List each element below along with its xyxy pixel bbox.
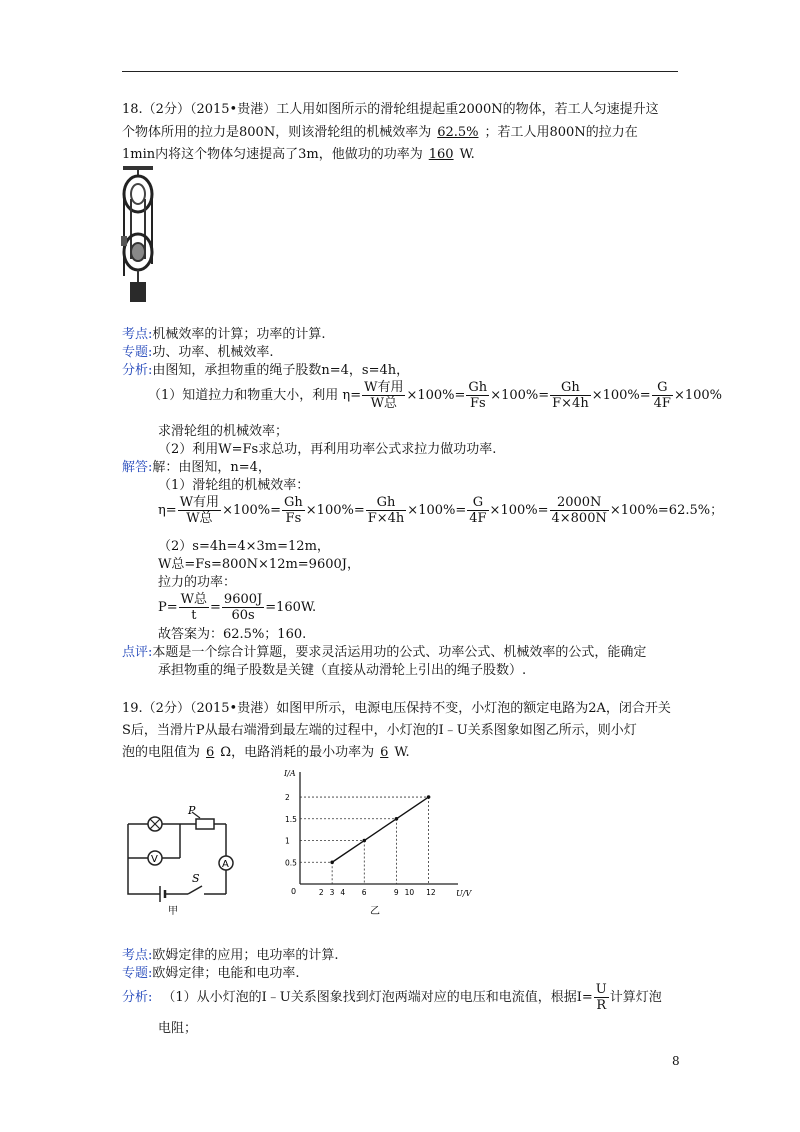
- q18-jieda8: 故答案为：62.5%；160.: [158, 627, 307, 642]
- data-point: [427, 795, 431, 799]
- q18-power-formula: P= $\frac{\text{W总}}{t}$ = $\frac{9600J}{60s}$ =160W.: [158, 592, 317, 623]
- x-tick-label: 4: [340, 888, 346, 897]
- q18-answer2: 160: [428, 147, 454, 162]
- q18-fenxi: 分析:由图知，承担物重的绳子股数n=4，s=4h，: [122, 363, 410, 378]
- q18-jieda6: 拉力的功率：: [158, 575, 237, 590]
- q18-efficiency-formula: η= $\frac{\text{W有用}}{\text{W总}}$ ×100%= $\frac{Gh}{Fs}$ ×100%= $\frac{Gh}{F\times 4h}$ ×100%= $\frac{G}{4F}$ ×100%= $\frac{2000N}{4\times 800N}$ ×100%=62.5%；: [158, 495, 724, 526]
- x-tick-label: 9: [393, 888, 399, 897]
- data-point: [395, 817, 399, 821]
- q18-answer1: 62.5%: [437, 125, 479, 140]
- q19-line2: S后，当滑片P从最右端滑到最左端的过程中，小灯泡的I﹣U关系图象如图乙所示，则小灯: [122, 723, 637, 738]
- q18-kaodian: 考点:机械效率的计算；功率的计算.: [122, 327, 326, 342]
- x-tick-label: 6: [361, 888, 367, 897]
- x-axis-label: U/V: [456, 889, 472, 898]
- q18-fenxi4: （2）利用W=Fs求总功，再利用功率公式求拉力做功功率.: [158, 442, 497, 457]
- q19-answer2: 6: [380, 745, 389, 760]
- q19-line1: 19.（2分）（2015•贵港）如图甲所示，电源电压保持不变，小灯泡的额定电路为2A，闭合开关: [122, 701, 671, 716]
- svg-text:V: V: [151, 854, 158, 865]
- q19-zhuanti: 专题:欧姆定律；电能和电功率.: [122, 966, 300, 981]
- y-tick-label: 2: [285, 793, 290, 803]
- q18-zhuanti: 专题:功、功率、机械效率.: [122, 345, 274, 360]
- y-tick-label: 1: [285, 836, 290, 846]
- iu-chart: [278, 768, 472, 918]
- q19-line3: 泡的电阻值为 6 Ω，电路消耗的最小功率为 6 W.: [122, 745, 410, 760]
- svg-text:A: A: [222, 859, 229, 870]
- data-point: [330, 860, 334, 864]
- q19-fenxi2: 电阻；: [158, 1021, 198, 1036]
- q18-line1: 18.（2分）（2015•贵港）工人用如图所示的滑轮组提起重2000N的物体，若工人匀速提升这: [122, 102, 659, 117]
- y-axis-label: I/A: [284, 769, 296, 778]
- q18-line3: 1min内将这个物体匀速提高了3m，他做功的功率为 160 W.: [122, 147, 475, 162]
- rheostat-symbol: [196, 819, 214, 829]
- circuit-diagram: [120, 806, 250, 916]
- q18-jieda5: W总=Fs=800N×12m=9600J，: [158, 557, 360, 572]
- y-tick-label: 0.5: [285, 858, 297, 868]
- x-tick-label: 10: [404, 888, 415, 897]
- q18-dianping2: 承担物重的绳子股数是关键（直接从动滑轮上引出的绳子股数）.: [158, 663, 527, 678]
- x-tick-label: 2: [318, 888, 324, 897]
- x-tick-label: 3: [329, 888, 335, 897]
- pulley-figure: [117, 164, 159, 306]
- circuit-caption: 甲: [168, 906, 178, 917]
- q18-dianping: 点评:本题是一个综合计算题，要求灵活运用功的公式、功率公式、机械效率的公式，能确定: [122, 645, 647, 660]
- q18-fenxi3: 求滑轮组的机械效率；: [158, 424, 289, 439]
- x-tick-label: 12: [426, 888, 436, 897]
- q19-kaodian: 考点:欧姆定律的应用；电功率的计算.: [122, 948, 339, 963]
- series-line: [332, 797, 428, 862]
- q18-fenxi-formula: （1）知道拉力和物重大小，利用 η= $\frac{\text{W有用}}{\text{W总}}$ ×100%= $\frac{Gh}{Fs}$ ×100%= $\frac{Gh}{F\times 4h}$ ×100%= $\frac{G}{4F}$ ×100%: [148, 380, 723, 411]
- origin-label: 0: [291, 887, 297, 896]
- q18-line2: 个物体所用的拉力是800N，则该滑轮组的机械效率为 62.5% ；若工人用800N的拉力在: [122, 125, 638, 140]
- slider-p-label: P: [188, 804, 196, 817]
- page-number: 8: [672, 1054, 680, 1068]
- switch-s-label: S: [192, 872, 200, 885]
- header-rule: [122, 71, 678, 72]
- data-point: [362, 839, 366, 843]
- q18-jieda4: （2）s=4h=4×3m=12m，: [158, 539, 330, 554]
- q19-answer1: 6: [206, 745, 215, 760]
- y-tick-label: 1.5: [285, 814, 297, 824]
- q18-jieda: 解答:解：由图知，n=4，: [122, 460, 271, 475]
- chart-caption: 乙: [370, 906, 380, 917]
- switch-symbol: [188, 886, 202, 894]
- q18-jieda2: （1）滑轮组的机械效率：: [158, 478, 310, 493]
- q19-fenxi: 分析: （1）从小灯泡的I﹣U关系图象找到灯泡两端对应的电压和电流值，根据I= $\frac{U}{R}$ 计算灯泡: [122, 982, 662, 1013]
